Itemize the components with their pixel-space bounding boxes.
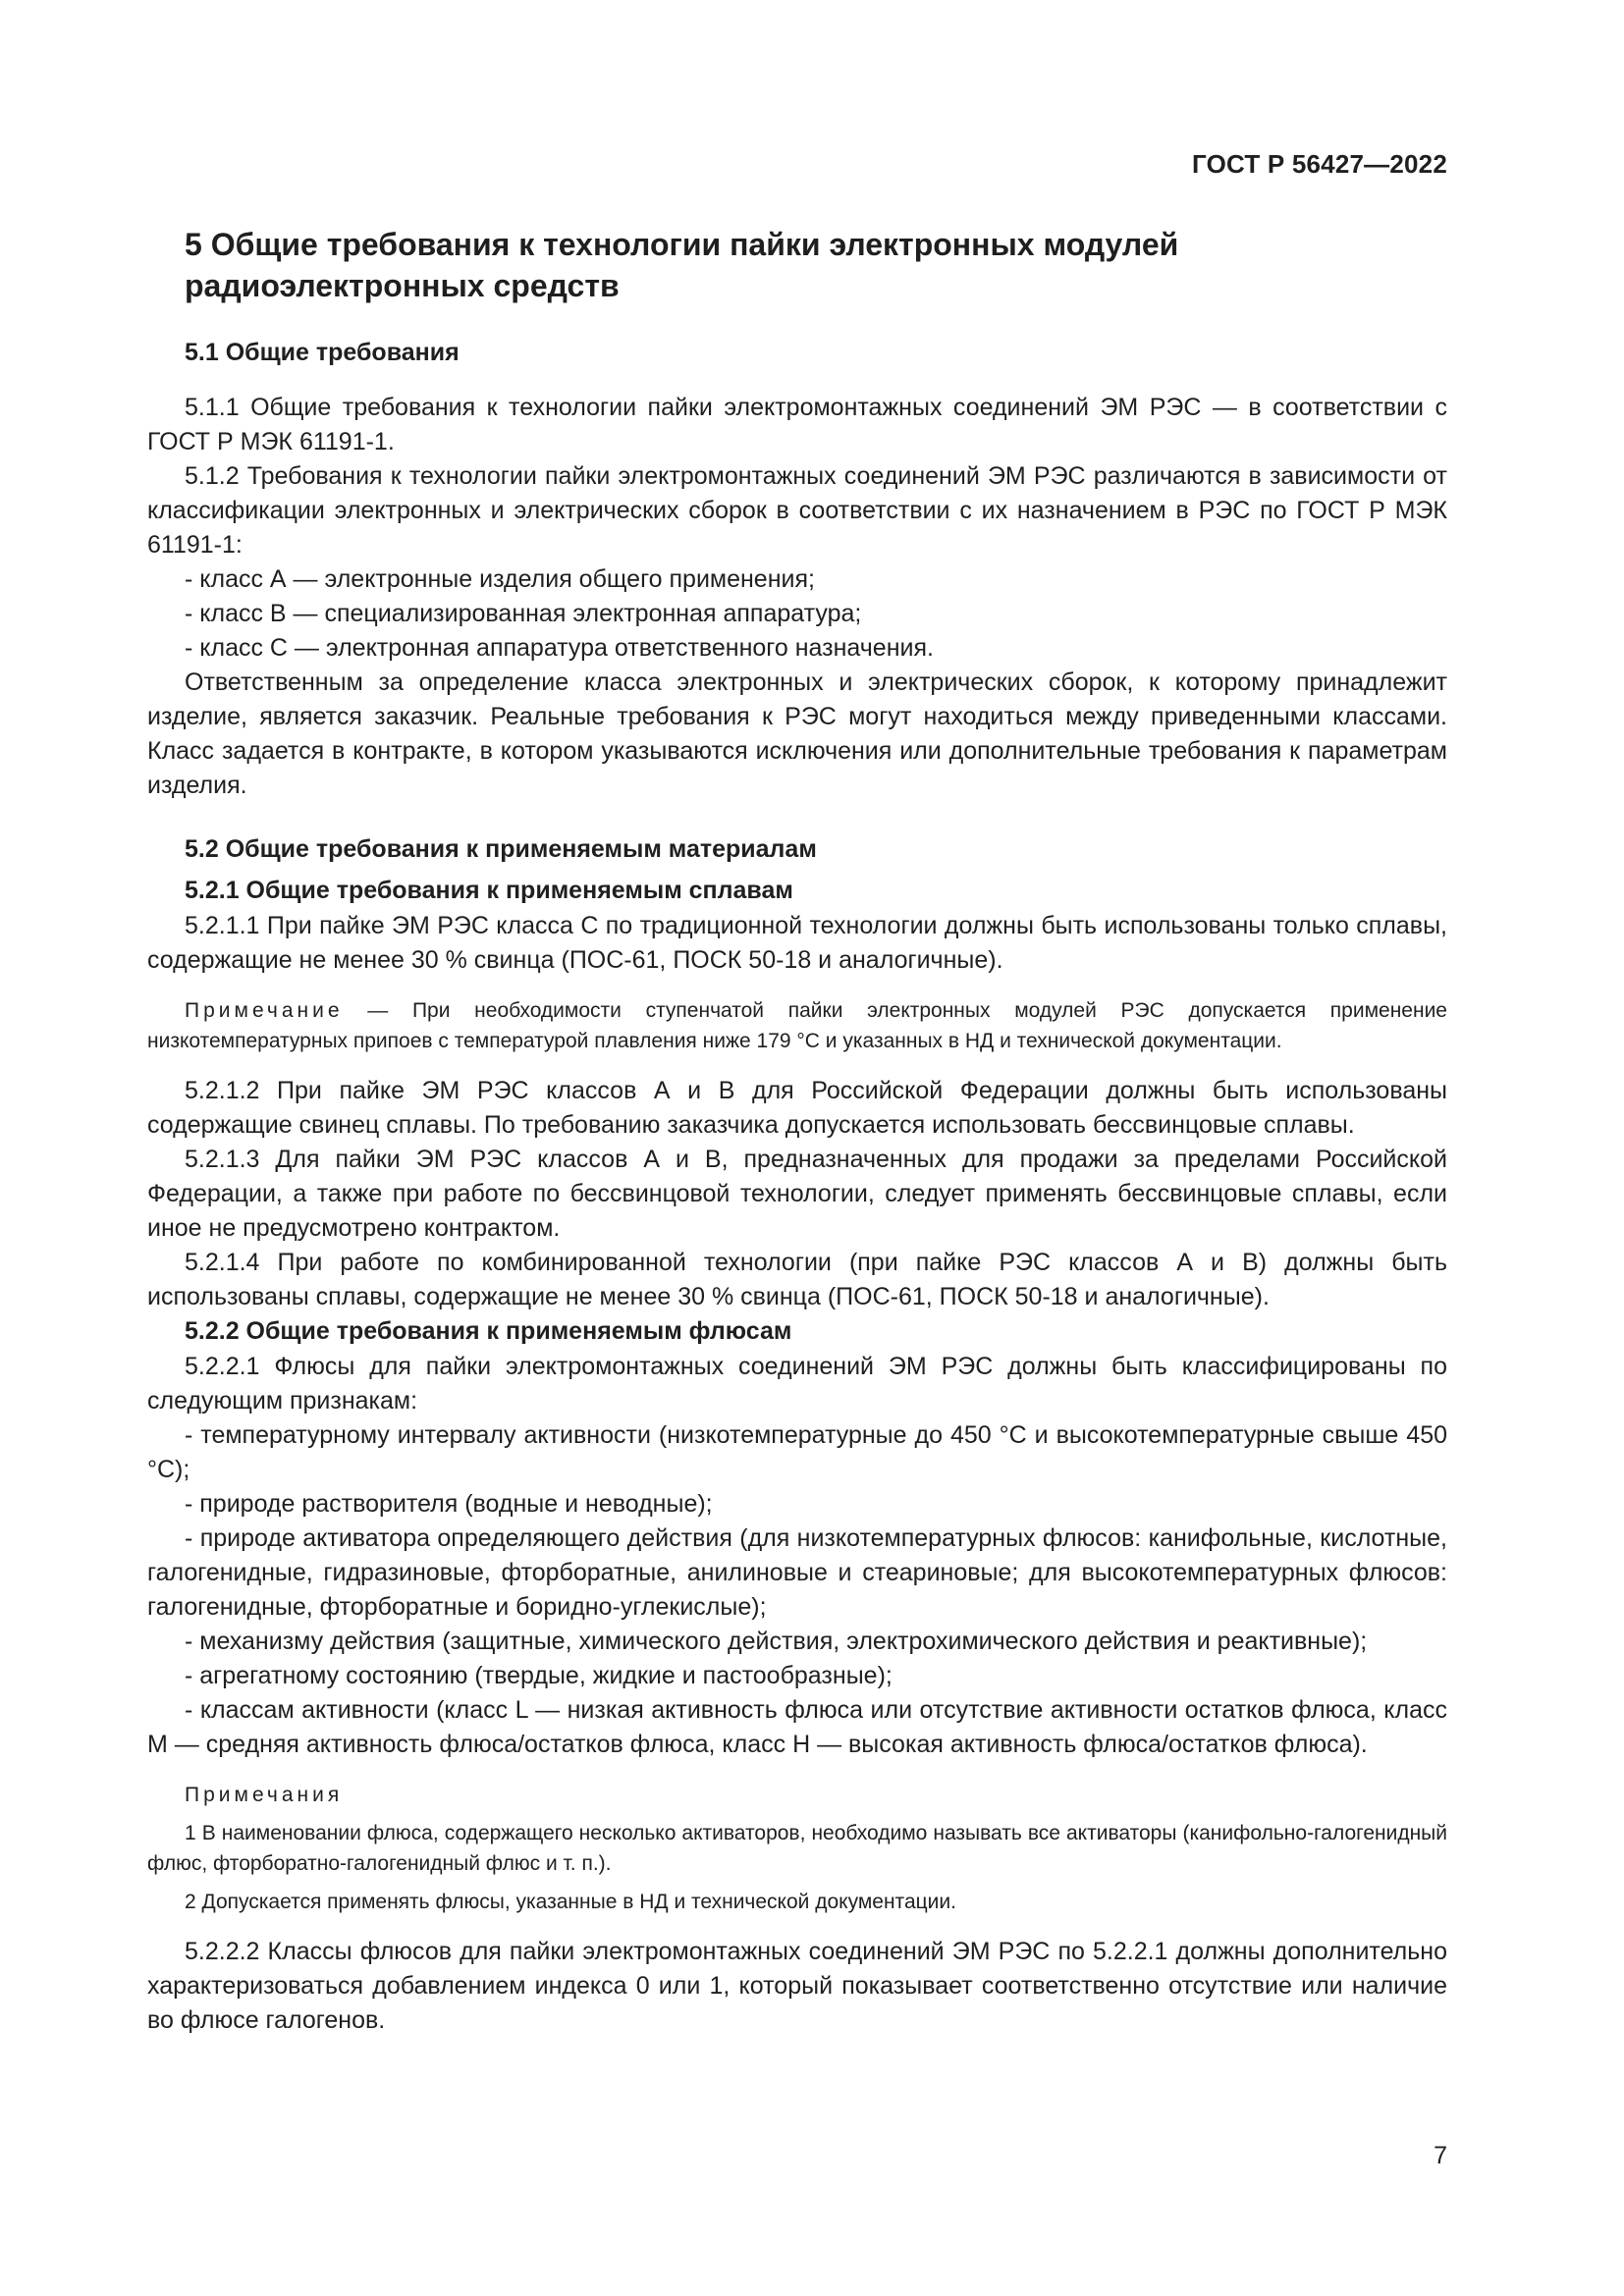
document-code: ГОСТ Р 56427—2022 xyxy=(1192,149,1447,179)
paragraph-5-2-1-1: 5.2.1.1 При пайке ЭМ РЭС класса С по традиционной технологии должны быть использованы только сплавы, содержащие не менее 30 % свинца (ПОС-61, ПОСК 50-18 и аналогичные). xyxy=(147,912,1447,974)
paragraph-5-2-1-3: 5.2.1.3 Для пайки ЭМ РЭС классов А и В, предназначенных для продажи за пределами Российской Федерации, а также при работе по бессвинцовой технологии, следует применять бессвинцовые сплавы, если иное не предусмотрено контрактом. xyxy=(147,1146,1447,1242)
paragraph-5-1-1: 5.1.1 Общие требования к технологии пайки электромонтажных соединений ЭМ РЭС — в соответствии с ГОСТ Р МЭК 61191-1. xyxy=(147,394,1447,455)
note-1: 1 В наименовании флюса, содержащего несколько активаторов, необходимо называть все активаторы (канифольно-галогенидный флюс, фторборатно-галогенидный флюс и т. п.). xyxy=(147,1822,1447,1875)
subsection-title-5-2-2: 5.2.2 Общие требования к применяемым флюсам xyxy=(185,1317,792,1345)
subsection-title-5-1: 5.1 Общие требования xyxy=(185,339,460,366)
list-item-class-b: - класс В — специализированная электронная аппаратура; xyxy=(185,600,862,627)
page-content xyxy=(147,224,1447,2038)
note-2: 2 Допускается применять флюсы, указанные в НД и технической документации. xyxy=(185,1891,956,1913)
note-step-soldering xyxy=(147,995,1447,1056)
paragraph-5-1-2: 5.1.2 Требования к технологии пайки электромонтажных соединений ЭМ РЭС различаются в зависимости от классификации электронных и электрических сборок в соответствии с их назначением в РЭС по ГОСТ Р МЭК 61191-1: xyxy=(147,462,1447,559)
list-item-class-c: - класс С — электронная аппаратура ответственного назначения. xyxy=(185,634,934,662)
list-item-mechanism: - механизму действия (защитные, химического действия, электрохимического действия и реактивные); xyxy=(185,1628,1368,1655)
note-label: Примечание xyxy=(185,999,344,1022)
notes-label: Примечания xyxy=(185,1784,344,1806)
paragraph-5-2-2-1: 5.2.2.1 Флюсы для пайки электромонтажных соединений ЭМ РЭС должны быть классифицированы по следующим признакам: xyxy=(147,1353,1447,1415)
list-item-class-a: - класс А — электронные изделия общего применения; xyxy=(185,565,815,593)
subsection-title-5-2: 5.2 Общие требования к применяемым материалам xyxy=(185,835,817,863)
subsection-title-5-2-1: 5.2.1 Общие требования к применяемым сплавам xyxy=(185,877,793,904)
note-text: — При необходимости ступенчатой пайки электронных модулей РЭС допускается применение низкотемпературных припоев с температурой плавления ниже 179 °С и указанных в НД и технической документации. xyxy=(147,999,1447,1052)
paragraph-5-2-1-2: 5.2.1.2 При пайке ЭМ РЭС классов А и В для Российской Федерации должны быть использованы содержащие свинец сплавы. По требованию заказчика допускается использовать бессвинцовые сплавы. xyxy=(147,1077,1447,1139)
list-item-state: - агрегатному состоянию (твердые, жидкие и пастообразные); xyxy=(185,1662,893,1689)
list-item-solvent: - природе растворителя (водные и неводные); xyxy=(185,1490,713,1518)
paragraph-5-2-1-4: 5.2.1.4 При работе по комбинированной технологии (при пайке РЭС классов А и В) должны быть использованы сплавы, содержащие не менее 30 % свинца (ПОС-61, ПОСК 50-18 и аналогичные). xyxy=(147,1249,1447,1310)
section-title: 5 Общие требования к технологии пайки электронных модулей радиоэлектронных средств xyxy=(185,227,1179,303)
list-item-activator: - природе активатора определяющего действия (для низкотемпературных флюсов: канифольные, кислотные, галогенидные, гидразиновые, фторборатные, анилиновые и стеариновые; для высокотемпературных флюсов: галогенидные, фторборатные и боридно-углекислые); xyxy=(147,1524,1447,1621)
list-item-activity-class: - классам активности (класс L — низкая активность флюса или отсутствие активности остатков флюса, класс М — средняя активность флюса/остатков флюса, класс Н — высокая активность флюса/остатков флюса). xyxy=(147,1696,1447,1758)
paragraph-responsibility: Ответственным за определение класса электронных и электрических сборок, к которому принадлежит изделие, является заказчик. Реальные требования к РЭС могут находиться между приведенными классами. Класс задается в контракте, в котором указываются исключения или дополнительные требования к параметрам изделия. xyxy=(147,668,1447,799)
page-number: 7 xyxy=(1434,2142,1447,2169)
paragraph-5-2-2-2: 5.2.2.2 Классы флюсов для пайки электромонтажных соединений ЭМ РЭС по 5.2.2.1 должны дополнительно характеризоваться добавлением индекса 0 или 1, который показывает соответственно отсутствие или наличие во флюсе галогенов. xyxy=(147,1938,1447,2034)
list-item-temperature: - температурному интервалу активности (низкотемпературные до 450 °С и высокотемпературные свыше 450 °С); xyxy=(147,1421,1447,1483)
